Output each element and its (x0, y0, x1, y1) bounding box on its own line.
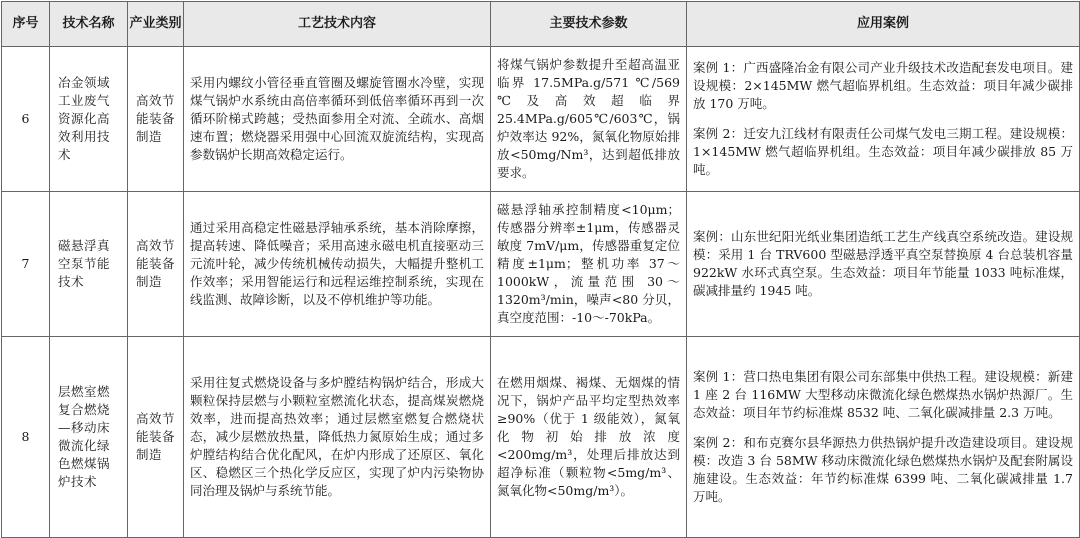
application-cases (687, 192, 1080, 337)
header-industry: 产业类别 (128, 2, 184, 47)
process-content: 采用往复式燃烧设备与多炉膛结构锅炉结合，形成大颗粒保持层燃与小颗粒室燃流化状态，提高煤炭燃烧效率，进而提高热效率；通过层燃室燃复合燃烧状态，减少层燃放热量，降低热力氮原始生成；通过多炉膛结构结合优化配风，在炉内形成了还原区、氧化区、稳燃区三个热化学反应区，实现了炉内污染物协同治理及锅炉与系统节能。 (184, 337, 491, 538)
table-row (2, 337, 1080, 538)
technical-parameters: 磁悬浮轴承控制精度<10μm；传感器分辨率±1μm，传感器灵敏度 7mV/μm，传感器重复定位精度±1μm；整机功率 37～1000kW，流量范围 30～1320m³/min，噪声<80 分贝，真空度范围：-10～-70kPa。 (491, 192, 687, 337)
case-text: 案例：山东世纪阳光纸业集团造纸工艺生产线真空系统改造。建设规模：采用 1 台 TRV600 型磁悬浮透平真空泵替换原 4 台总装机容量 922kW 水环式真空泵。生态效益：项目年节能量 1033 吨标准煤，碳减排量约 1945 吨。 (693, 229, 1073, 298)
header-content: 工艺技术内容 (184, 2, 491, 47)
header-cases: 应用案例 (687, 2, 1080, 47)
header-name: 技术名称 (50, 2, 128, 47)
case-text: 案例 2：和布克赛尔县华源热力供热锅炉提升改造建设项目。建设规模：改造 3 台 58MW 移动床微流化绿色燃煤热水锅炉及配套附属设施建设。生态效益：年节约标准煤 6399 吨、二氧化碳减排量 1.7 万吨。 (693, 435, 1073, 504)
case-text: 案例 1：营口热电集团有限公司东部集中供热工程。建设规模：新建 1 座 2 台 116MW 大型移动床微流化绿色燃煤热水锅炉热源厂。生态效益：项目年节约标准煤 8532 吨、二氧化碳减排量 2.3 万吨。 (693, 369, 1073, 420)
row-number: 8 (2, 337, 50, 538)
row-number: 6 (2, 47, 50, 192)
technology-name: 层燃室燃复合燃烧—移动床微流化绿色燃煤锅炉技术 (50, 337, 128, 538)
case-text: 案例 2：迁安九江线材有限责任公司煤气发电三期工程。建设规模：1×145MW 燃气超临界机组。生态效益：项目年减少碳排放 85 万吨。 (693, 126, 1073, 177)
application-cases (687, 337, 1080, 538)
process-content: 采用内螺纹小管径垂直管圈及螺旋管圈水冷壁，实现煤气锅炉水系统由高倍率循环到低倍率循环再到一次循环阶梯式跨越；受热面参用全对流、全疏水、高烟速布置；燃烧器采用强中心回流双旋流结构，实现高参数锅炉长期高效稳定运行。 (184, 47, 491, 192)
header-row (2, 2, 1080, 47)
case-text: 案例 1：广西盛隆冶金有限公司产业升级技术改造配套发电项目。建设规模：2×145MW 燃气超临界机组。生态效益：项目年减少碳排放 170 万吨。 (693, 60, 1073, 111)
application-cases (687, 47, 1080, 192)
technology-name: 磁悬浮真空泵节能技术 (50, 192, 128, 337)
table-row (2, 47, 1080, 192)
technology-name: 冶金领域工业废气资源化高效利用技术 (50, 47, 128, 192)
table-row (2, 192, 1080, 337)
industry-category: 高效节能装备制造 (128, 337, 184, 538)
industry-category: 高效节能装备制造 (128, 192, 184, 337)
process-content: 通过采用高稳定性磁悬浮轴承系统，基本消除摩擦，提高转速、降低噪音；采用高速永磁电机直接驱动三元流叶轮，减少传统机械传动损失，大幅提升整机工作效率；采用智能运行和远程运维控制系统，实现在线监测、故障诊断，以及不停机维护等功能。 (184, 192, 491, 337)
industry-category: 高效节能装备制造 (128, 47, 184, 192)
technical-parameters: 将煤气锅炉参数提升至超高温亚临界 17.5MPa.g/571 ℃/569 ℃及高效超临界 25.4MPa.g/605℃/603℃，锅炉效率达 92%，氮氧化物原始排放<50mg/Nm³，达到超低排放要求。 (491, 47, 687, 192)
technical-parameters: 在燃用烟煤、褐煤、无烟煤的情况下，锅炉产品平均定型热效率≥90%（优于 1 级能效），氮氧化物初始排放浓度<200mg/m³，处理后排放达到超净标准（颗粒物<5mg/m³、氮氧化物<50mg/m³）。 (491, 337, 687, 538)
row-number: 7 (2, 192, 50, 337)
header-no: 序号 (2, 2, 50, 47)
technology-table (1, 1, 1080, 538)
header-params: 主要技术参数 (491, 2, 687, 47)
